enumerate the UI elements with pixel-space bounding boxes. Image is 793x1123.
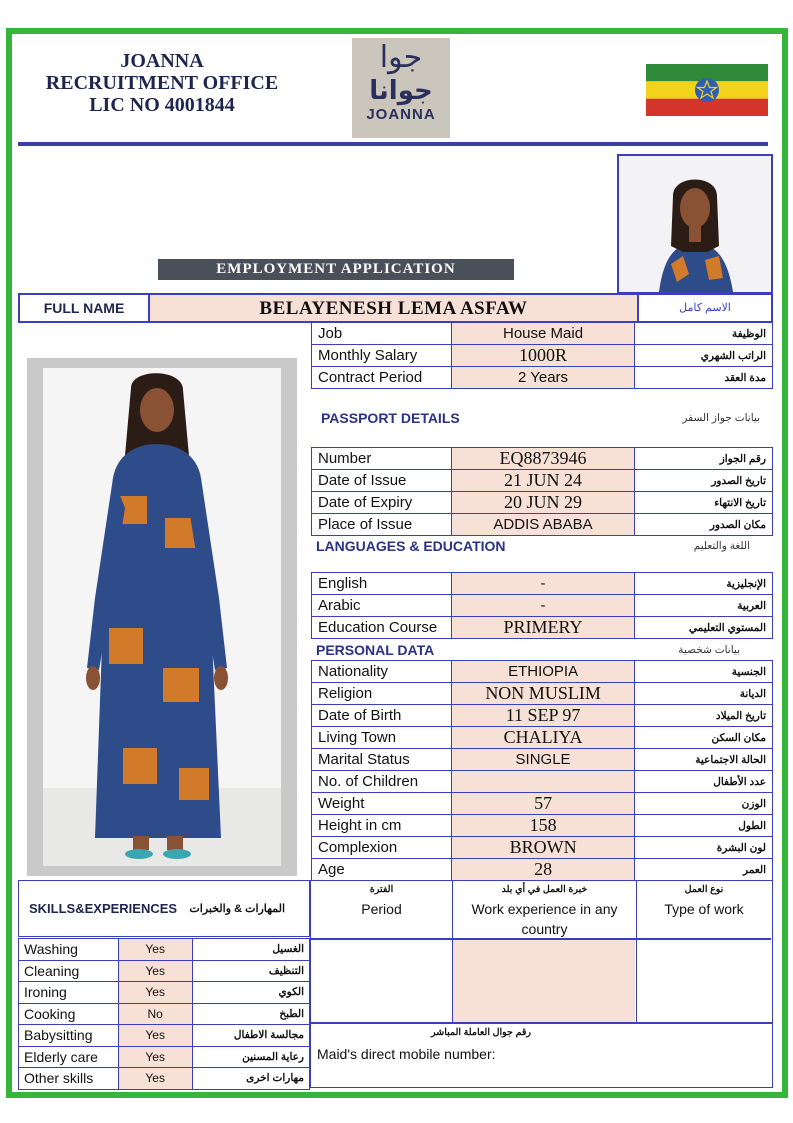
passport-section-title: PASSPORT DETAILS	[321, 410, 460, 426]
english-value: -	[451, 573, 635, 595]
skills-title-ar: المهارات & والخبرات	[189, 903, 285, 915]
table-row	[19, 1046, 310, 1068]
period-column	[311, 881, 453, 1022]
height-label: Height in cm	[312, 815, 452, 837]
dob-label-ar: تاريخ الميلاد	[635, 705, 773, 727]
cooking-label-ar: الطبخ	[192, 1003, 309, 1025]
cleaning-label-ar: التنظيف	[192, 960, 309, 982]
dob-value: 11 SEP 97	[451, 705, 635, 727]
passport-number-label: Number	[312, 448, 452, 470]
type-of-work-label-ar: نوع العمل	[684, 884, 724, 895]
weight-value: 57	[451, 793, 635, 815]
ironing-value: Yes	[118, 982, 192, 1004]
table-row	[312, 345, 773, 367]
table-row	[312, 837, 773, 859]
passport-table	[311, 447, 773, 536]
complexion-label-ar: لون البشرة	[635, 837, 773, 859]
english-label-ar: الإنجليزية	[635, 573, 773, 595]
skills-table	[18, 938, 310, 1090]
job-table	[311, 322, 773, 389]
type-of-work-label: Type of work	[664, 901, 744, 917]
cooking-label: Cooking	[19, 1003, 119, 1025]
cooking-value: No	[118, 1003, 192, 1025]
table-row	[312, 683, 773, 705]
elderly-care-value: Yes	[118, 1046, 192, 1068]
skills-header	[18, 880, 310, 937]
nationality-label-ar: الجنسية	[635, 661, 773, 683]
ironing-label: Ironing	[19, 982, 119, 1004]
passport-number-label-ar: رقم الجواز	[635, 448, 773, 470]
ethiopia-flag-icon	[646, 64, 768, 116]
experience-divider	[311, 938, 771, 940]
babysitting-value: Yes	[118, 1025, 192, 1047]
table-row	[312, 771, 773, 793]
children-value	[451, 771, 635, 793]
job-label: Job	[312, 323, 452, 345]
issue-date-label-ar: تاريخ الصدور	[635, 470, 773, 492]
table-row	[312, 815, 773, 837]
agency-name	[22, 50, 302, 116]
period-label-ar: الفترة	[369, 884, 394, 895]
age-value: 28	[451, 859, 635, 881]
issue-date-value: 21 JUN 24	[451, 470, 635, 492]
washing-label: Washing	[19, 939, 119, 961]
table-row	[312, 367, 773, 389]
place-of-issue-value: ADDIS ABABA	[451, 514, 635, 536]
table-row	[19, 939, 310, 961]
elderly-care-label: Elderly care	[19, 1046, 119, 1068]
table-row	[312, 492, 773, 514]
table-row	[312, 793, 773, 815]
mobile-number-label-ar: رقم جوال العاملة المباشر	[431, 1027, 532, 1038]
table-row	[19, 1025, 310, 1047]
height-label-ar: الطول	[635, 815, 773, 837]
table-row	[312, 448, 773, 470]
agency-line-1: JOANNA	[120, 50, 204, 72]
marital-status-value: SINGLE	[451, 749, 635, 771]
personal-section-title: PERSONAL DATA	[316, 642, 435, 658]
employment-application-banner: EMPLOYMENT APPLICATION	[158, 259, 514, 280]
babysitting-label: Babysitting	[19, 1025, 119, 1047]
table-row	[312, 595, 773, 617]
height-value: 158	[451, 815, 635, 837]
elderly-care-label-ar: رعاية المسنين	[192, 1046, 309, 1068]
marital-status-label: Marital Status	[312, 749, 452, 771]
living-town-label: Living Town	[312, 727, 452, 749]
table-row	[19, 1068, 310, 1090]
languages-section-title: LANGUAGES & EDUCATION	[316, 538, 506, 554]
skills-title: SKILLS&EXPERIENCES	[29, 901, 178, 916]
logo-latin-text: JOANNA	[366, 106, 436, 123]
logo-glyph: جوا	[379, 40, 423, 75]
weight-label-ar: الوزن	[635, 793, 773, 815]
education-label: Education Course	[312, 617, 452, 639]
mobile-number-box	[310, 1023, 773, 1088]
expiry-date-label: Date of Expiry	[312, 492, 452, 514]
table-row	[312, 323, 773, 345]
ironing-label-ar: الكوي	[192, 982, 309, 1004]
contract-value: 2 Years	[451, 367, 635, 389]
table-row	[312, 617, 773, 639]
table-row	[19, 982, 310, 1004]
dob-label: Date of Birth	[312, 705, 452, 727]
personal-table	[311, 660, 773, 881]
complexion-value: BROWN	[451, 837, 635, 859]
issue-date-label: Date of Issue	[312, 470, 452, 492]
full-name-row	[18, 293, 773, 323]
type-of-work-column	[637, 881, 771, 1022]
table-row	[312, 727, 773, 749]
mobile-number-label: Maid's direct mobile number:	[317, 1046, 496, 1062]
full-name-label-ar: الاسم كامل	[637, 295, 771, 321]
other-skills-label-ar: مهارات اخرى	[192, 1068, 309, 1090]
passport-photo	[617, 154, 773, 294]
table-row	[312, 514, 773, 536]
passport-number-value: EQ8873946	[451, 448, 635, 470]
personal-section-title-ar: بيانات شخصية	[678, 644, 740, 656]
work-experience-label: Work experience in any country	[471, 901, 618, 937]
nationality-label: Nationality	[312, 661, 452, 683]
living-town-label-ar: مكان السكن	[635, 727, 773, 749]
nationality-value: ETHIOPIA	[451, 661, 635, 683]
living-town-value: CHALIYA	[451, 727, 635, 749]
salary-label-ar: الراتب الشهري	[635, 345, 773, 367]
education-value: PRIMERY	[451, 617, 635, 639]
washing-label-ar: الغسيل	[192, 939, 309, 961]
washing-value: Yes	[118, 939, 192, 961]
babysitting-label-ar: مجالسة الاطفال	[192, 1025, 309, 1047]
children-label: No. of Children	[312, 771, 452, 793]
full-body-photo	[27, 358, 297, 876]
age-label-ar: العمر	[635, 859, 773, 881]
arabic-value: -	[451, 595, 635, 617]
joanna-logo	[352, 38, 450, 138]
table-row	[19, 960, 310, 982]
header-divider	[18, 142, 768, 146]
marital-status-label-ar: الحالة الاجتماعية	[635, 749, 773, 771]
cleaning-value: Yes	[118, 960, 192, 982]
salary-label: Monthly Salary	[312, 345, 452, 367]
license-number: LIC NO 4001844	[89, 94, 235, 116]
table-row	[312, 749, 773, 771]
full-name-label: FULL NAME	[20, 295, 150, 321]
table-row	[19, 1003, 310, 1025]
job-label-ar: الوظيفة	[635, 323, 773, 345]
english-label: English	[312, 573, 452, 595]
religion-label-ar: الديانة	[635, 683, 773, 705]
other-skills-label: Other skills	[19, 1068, 119, 1090]
table-row	[312, 705, 773, 727]
work-experience-cell	[453, 939, 635, 1022]
experience-box	[310, 880, 773, 1023]
languages-table	[311, 572, 773, 639]
other-skills-value: Yes	[118, 1068, 192, 1090]
agency-line-2: RECRUITMENT OFFICE	[45, 72, 279, 94]
table-row	[312, 859, 773, 881]
salary-value: 1000R	[451, 345, 635, 367]
expiry-date-label-ar: تاريخ الانتهاء	[635, 492, 773, 514]
job-value: House Maid	[451, 323, 635, 345]
contract-label-ar: مدة العقد	[635, 367, 773, 389]
contract-label: Contract Period	[312, 367, 452, 389]
logo-arabic-text: جوانا	[369, 76, 433, 106]
arabic-label-ar: العربية	[635, 595, 773, 617]
table-row	[312, 470, 773, 492]
languages-section-title-ar: اللغة والتعليم	[693, 540, 750, 552]
place-of-issue-label: Place of Issue	[312, 514, 452, 536]
period-label: Period	[361, 901, 402, 917]
table-row	[312, 661, 773, 683]
age-label: Age	[312, 859, 452, 881]
weight-label: Weight	[312, 793, 452, 815]
work-experience-label-ar: خبرة العمل في أي بلد	[501, 884, 588, 895]
education-label-ar: المستوي التعليمي	[635, 617, 773, 639]
cleaning-label: Cleaning	[19, 960, 119, 982]
complexion-label: Complexion	[312, 837, 452, 859]
religion-label: Religion	[312, 683, 452, 705]
expiry-date-value: 20 JUN 29	[451, 492, 635, 514]
table-row	[312, 573, 773, 595]
arabic-label: Arabic	[312, 595, 452, 617]
children-label-ar: عدد الأطفال	[635, 771, 773, 793]
place-of-issue-label-ar: مكان الصدور	[635, 514, 773, 536]
passport-section-title-ar: بيانات جواز السفر	[682, 412, 760, 424]
religion-value: NON MUSLIM	[451, 683, 635, 705]
full-name-value: BELAYENESH LEMA ASFAW	[150, 295, 637, 321]
work-experience-column	[453, 881, 637, 1022]
